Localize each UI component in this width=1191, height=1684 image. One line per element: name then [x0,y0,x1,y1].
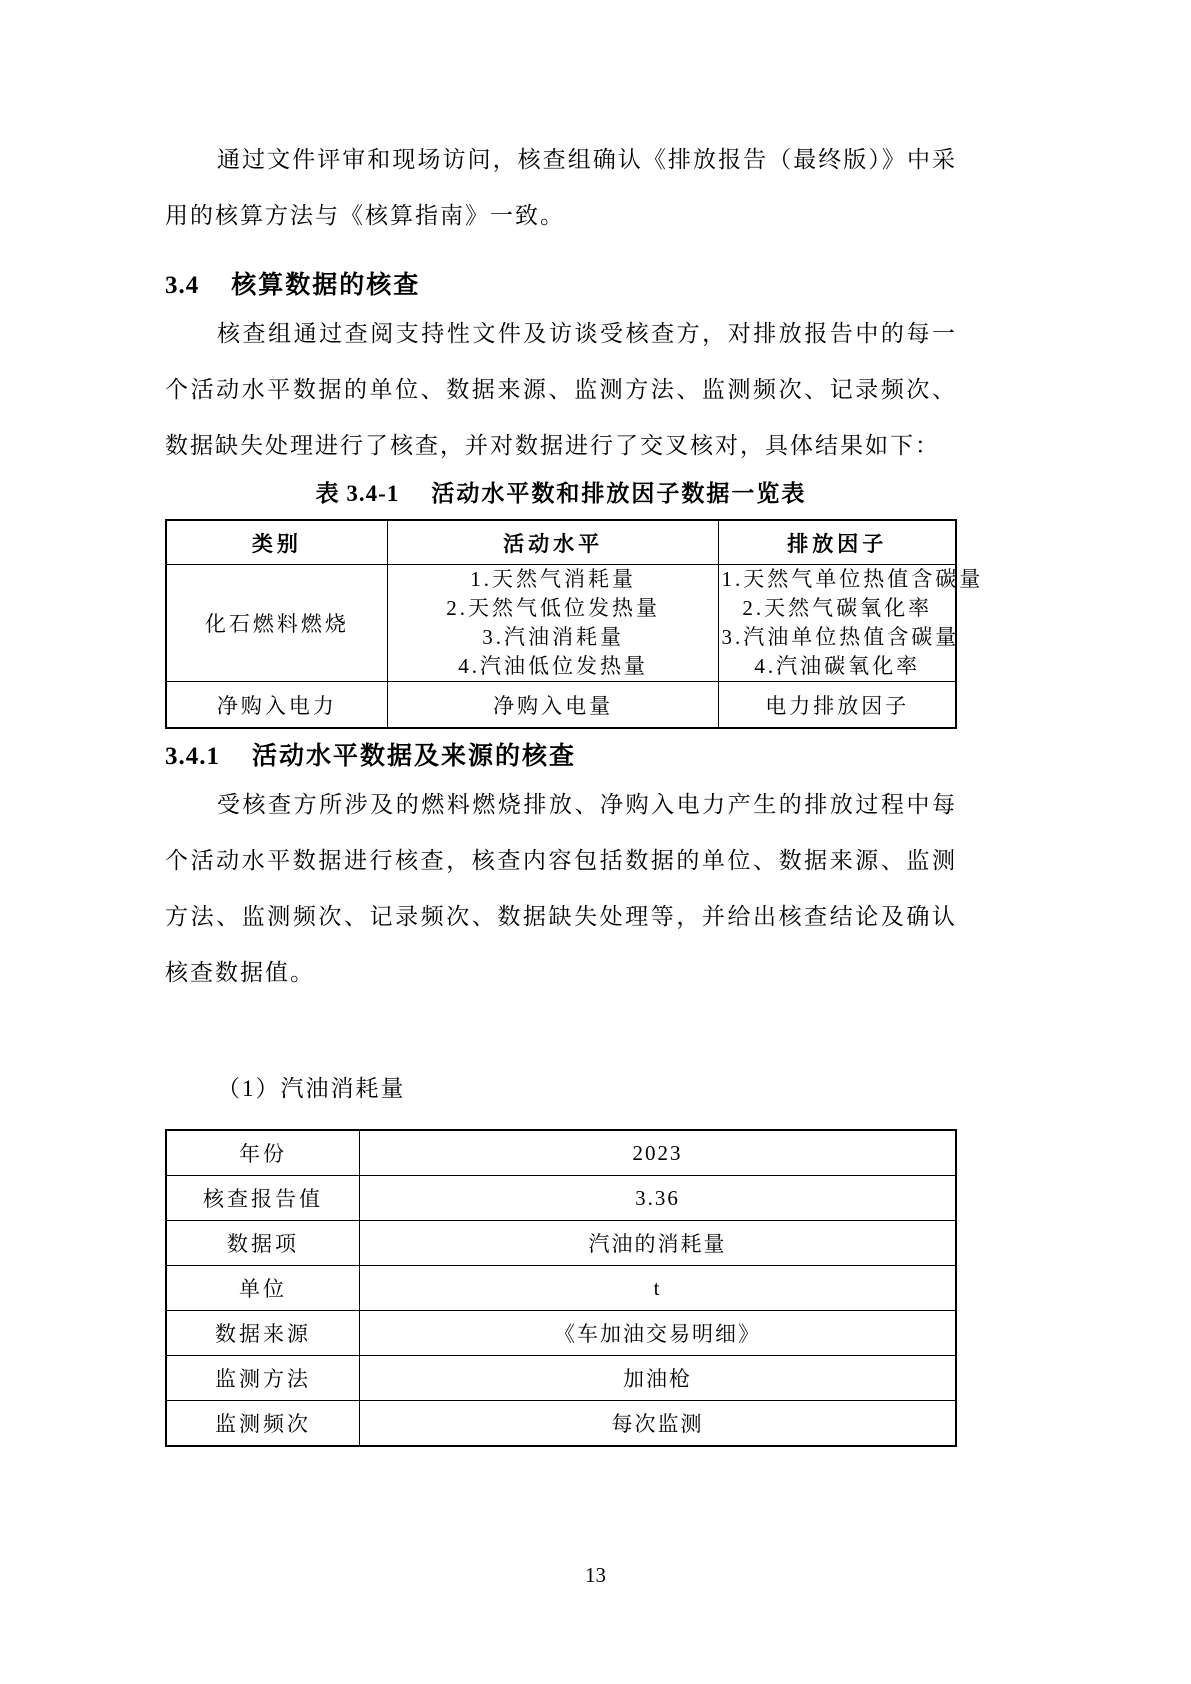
section-number: 3.4 [165,272,200,299]
table-row-unit [166,1266,956,1311]
table-row-fossil-fuel [166,565,956,682]
section-title: 核算数据的核查 [231,272,421,299]
table-header-row [166,520,956,565]
row-label: 数据来源 [166,1311,360,1356]
cell-emission-factors [719,565,984,682]
list-item-gasoline-consumption: （1）汽油消耗量 [217,1076,406,1101]
table-3-4-1-caption [165,476,957,512]
document-content [165,132,984,1447]
cell-activity-levels [387,565,719,682]
column-header-emission-factor: 排放因子 [719,520,956,565]
row-value: 3.36 [360,1176,956,1221]
row-label: 监测频次 [166,1401,360,1447]
section-heading-3-4 [165,266,957,306]
table-caption-number: 表 3.4-1 [315,481,400,506]
cell-line: 3.汽油消耗量 [482,625,624,649]
section-number: 3.4.1 [165,743,220,770]
paragraph-activity-data-verification: 受核查方所涉及的燃料燃烧排放、净购入电力产生的排放过程中每个活动水平数据进行核查，核查内容包括数据的单位、数据来源、监测方法、监测频次、记录频次、数据缺失处理等，并给出核查结论及确认核查数据值。 [165,792,957,985]
cell-line: 4.汽油低位发热量 [458,654,648,678]
gasoline-consumption-table [165,1129,957,1447]
table-row-data-source [166,1311,956,1356]
cell-line: 4.汽油碳氧化率 [754,654,921,678]
cell-category: 化石燃料燃烧 [166,565,387,682]
cell-line: 1.天然气单位热值含碳量 [721,567,984,591]
row-value: 2023 [360,1130,956,1176]
table-row-purchased-electricity [166,682,956,729]
activity-emission-factor-table [165,519,984,729]
row-label: 年份 [166,1130,360,1176]
cell-emission-factors: 电力排放因子 [719,682,956,729]
paragraph-verification-scope: 核查组通过查阅支持性文件及访谈受核查方，对排放报告中的每一个活动水平数据的单位、数据来源、监测方法、监测频次、记录频次、数据缺失处理进行了核查，并对数据进行了交叉核对，具体结果如下： [165,321,957,458]
cell-line: 2.天然气低位发热量 [446,596,660,620]
row-label: 核查报告值 [166,1176,360,1221]
row-value: 汽油的消耗量 [360,1221,956,1266]
row-label: 单位 [166,1266,360,1311]
cell-category: 净购入电力 [166,682,387,729]
table-row-monitoring-frequency [166,1401,956,1447]
table-row-verified-report-value [166,1176,956,1221]
table-row-year [166,1130,956,1176]
row-value: t [360,1266,956,1311]
page-number: 13 [585,1563,606,1587]
row-label: 数据项 [166,1221,360,1266]
row-value: 《车加油交易明细》 [360,1311,956,1356]
table-caption-text: 活动水平数和排放因子数据一览表 [431,481,807,506]
cell-line: 1.天然气消耗量 [470,567,636,591]
row-value: 每次监测 [360,1401,956,1447]
section-heading-3-4-1 [165,737,957,777]
table-row-monitoring-method [166,1356,956,1401]
cell-line: 3.汽油单位热值含碳量 [721,625,960,649]
table-row-data-item [166,1221,956,1266]
row-label: 监测方法 [166,1356,360,1401]
paragraph-method-confirmation: 通过文件评审和现场访问，核查组确认《排放报告（最终版）》中采用的核算方法与《核算指南》一致。 [165,147,957,228]
cell-activity-levels: 净购入电量 [387,682,719,729]
section-title: 活动水平数据及来源的核查 [252,743,577,770]
row-value: 加油枪 [360,1356,956,1401]
column-header-activity-level: 活动水平 [387,520,719,565]
cell-line: 2.天然气碳氧化率 [742,596,933,620]
column-header-category: 类别 [166,520,387,565]
